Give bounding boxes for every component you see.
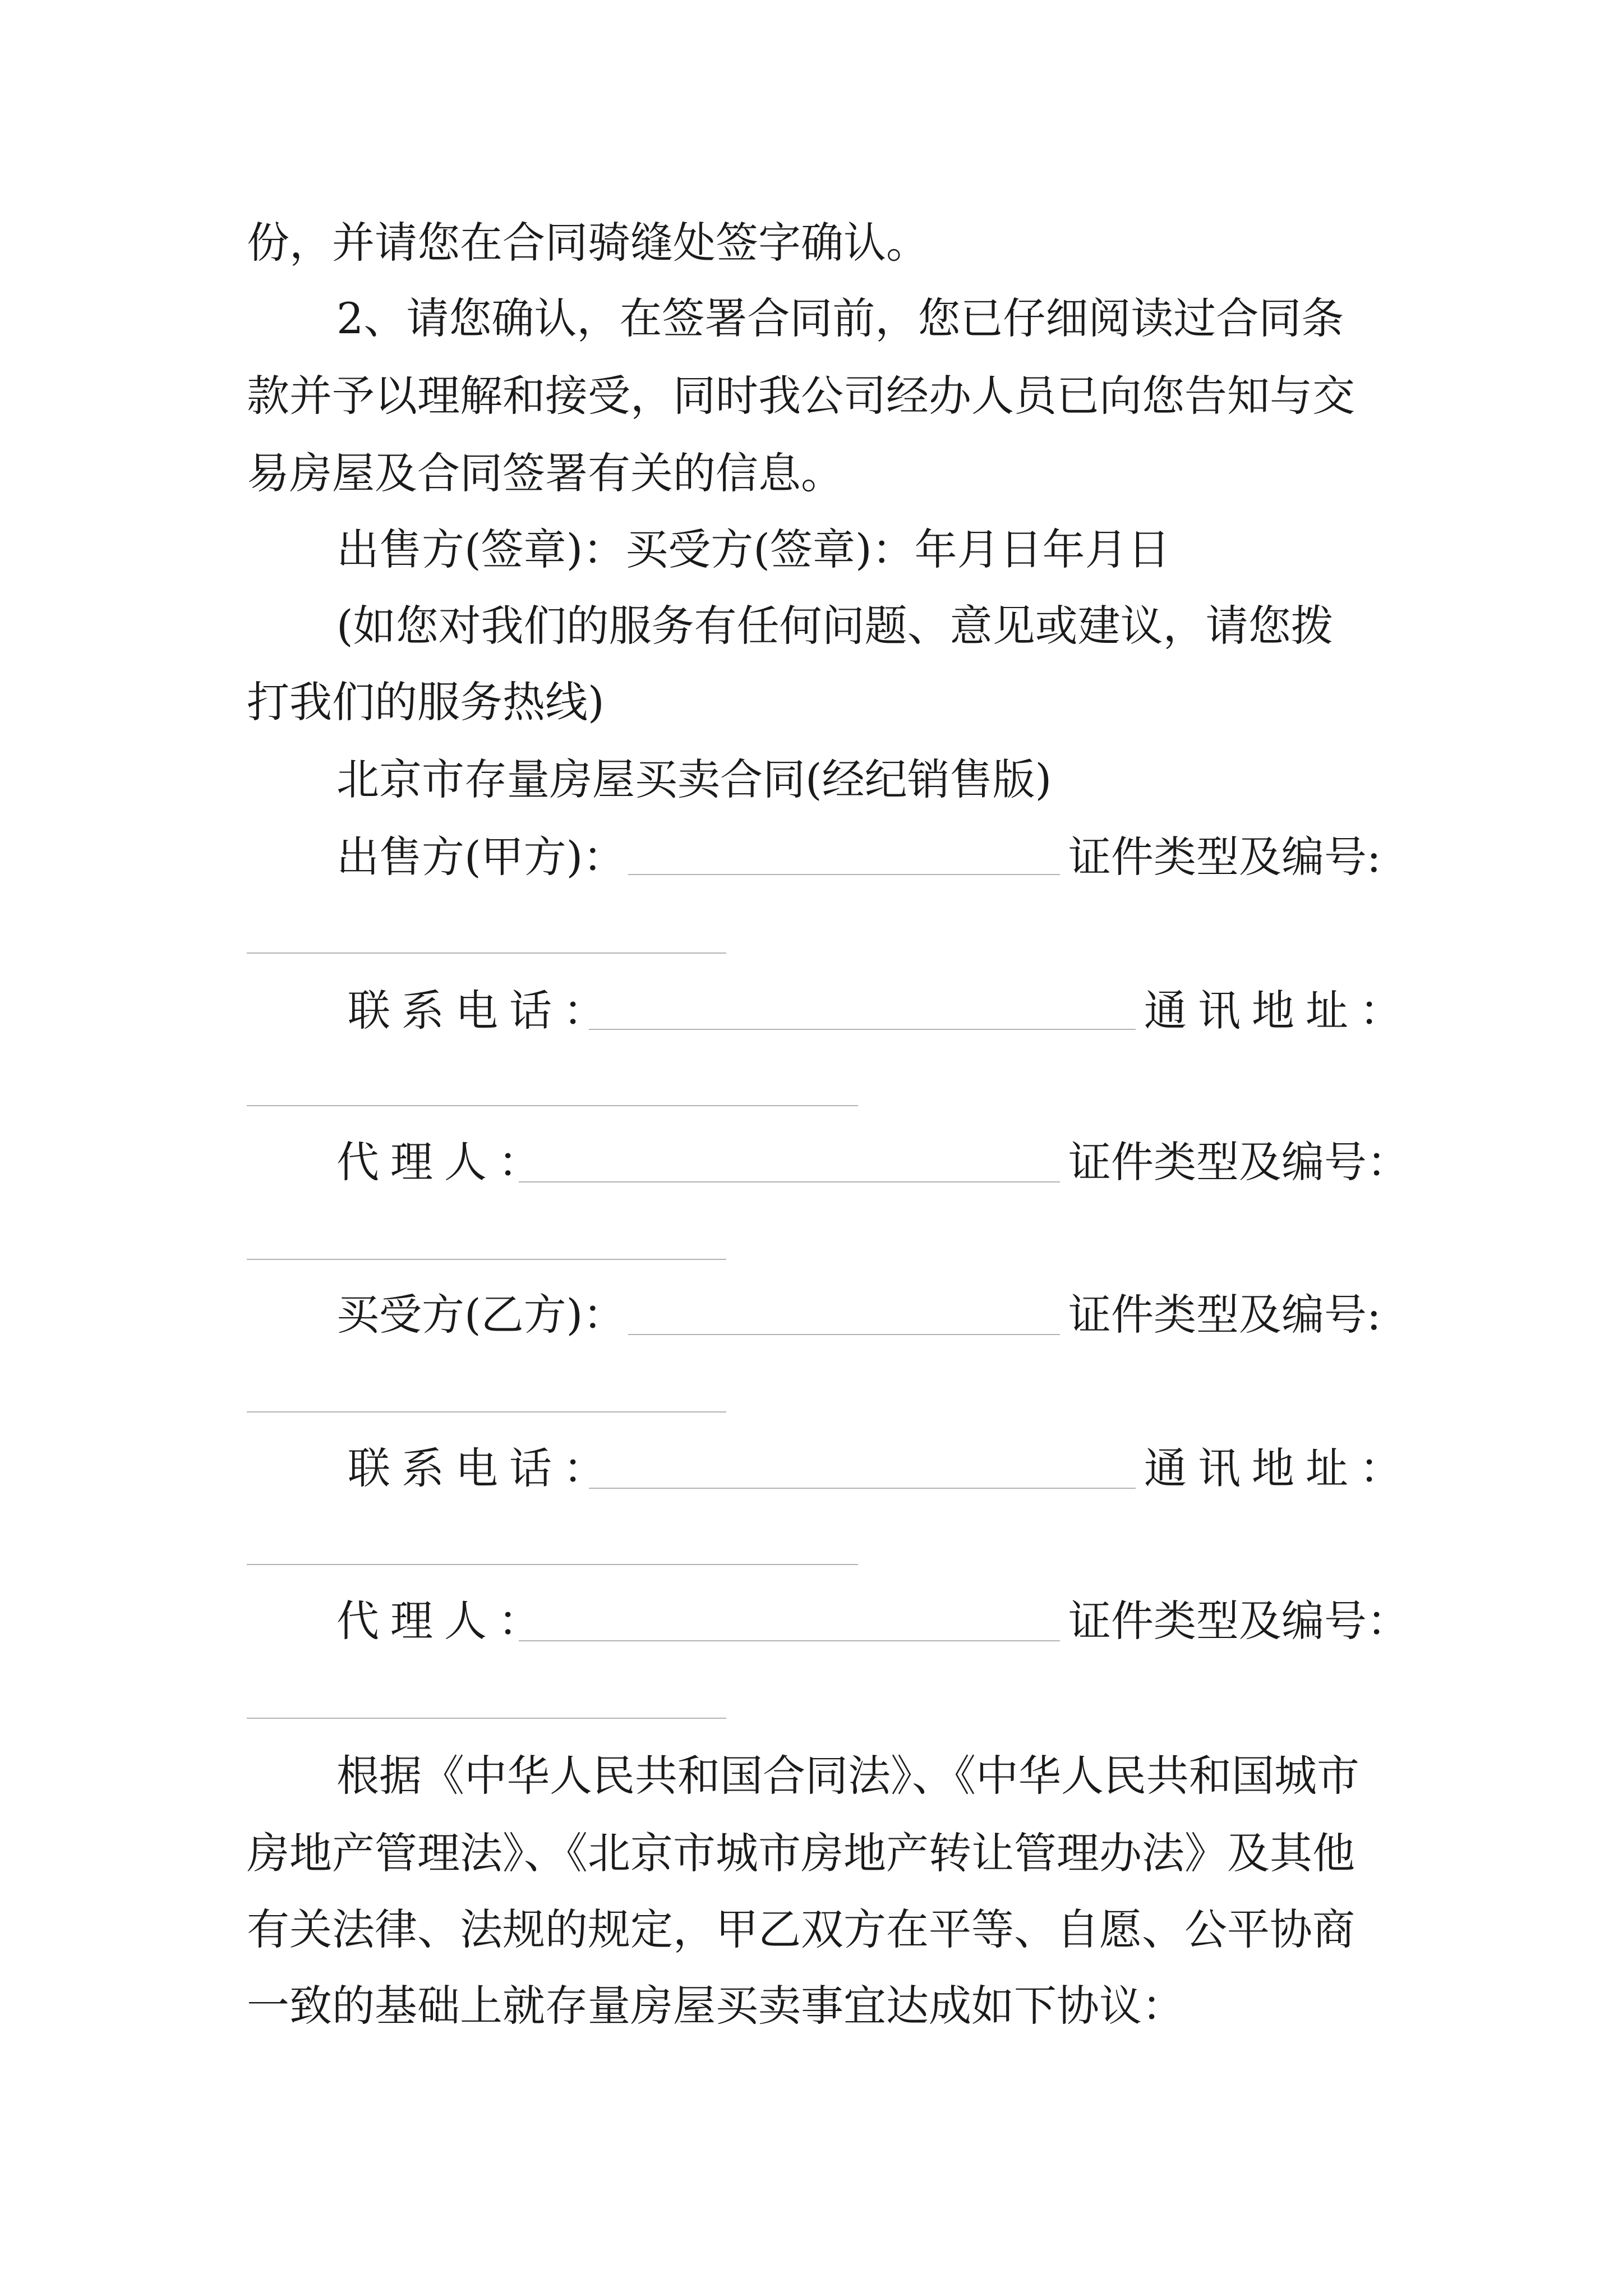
buyer-address-blank[interactable] [247, 1564, 858, 1565]
text-line: 款并予以理解和接受，同时我公司经办人员已向您告知与交 [247, 371, 1355, 421]
text-line: 根据《中华人民共和国合同法》、《中华人民共和国城市 [336, 1751, 1359, 1801]
id-type-label: 证件类型及编号： [1068, 1596, 1409, 1646]
seller-agent-id-blank[interactable] [247, 1259, 726, 1260]
text-line: 一致的基础上就存量房屋买卖事宜达成如下协议： [247, 1981, 1184, 2031]
text-line: 打我们的服务热线) [247, 677, 605, 727]
text-line: 房地产管理法》、《北京市城市房地产转让管理办法》及其他 [247, 1828, 1355, 1878]
phone-label: 联系电话： [348, 986, 617, 1036]
text-line: 份，并请您在合同骑缝处签字确认。 [247, 218, 929, 268]
id-type-label: 证件类型及编号: [1068, 1290, 1381, 1340]
text-line: 有关法律、法规的规定，甲乙双方在平等、自愿、公平协商 [247, 1904, 1355, 1954]
agent-label: 代理人： [336, 1137, 552, 1187]
buyer-name-blank[interactable] [628, 1334, 1060, 1335]
phone-label: 联系电话： [348, 1443, 617, 1493]
seller-name-blank[interactable] [628, 874, 1060, 875]
text-line: (如您对我们的服务有任何问题、意见或建议，请您拨 [336, 601, 1334, 651]
text-line: 2、请您确认，在签署合同前，您已仔细阅读过合同条 [336, 293, 1344, 343]
address-label: 通讯地址： [1144, 986, 1413, 1036]
seller-id-blank[interactable] [247, 953, 726, 954]
buyer-agent-blank[interactable] [519, 1640, 1060, 1641]
buyer-label: 买受方(乙方)： [336, 1290, 626, 1340]
buyer-id-blank[interactable] [247, 1411, 726, 1412]
seller-label: 出售方(甲方)： [336, 832, 626, 882]
id-type-label: 证件类型及编号: [1068, 832, 1381, 882]
address-label: 通讯地址： [1144, 1443, 1413, 1493]
seller-address-blank[interactable] [247, 1105, 858, 1106]
signature-line: 出售方(签章)：买受方(签章)：年月日年月日 [336, 524, 1170, 574]
agent-label: 代理人： [336, 1596, 552, 1646]
seller-agent-blank[interactable] [519, 1181, 1060, 1182]
contract-title: 北京市存量房屋买卖合同(经纪销售版) [336, 754, 1052, 804]
id-type-label: 证件类型及编号： [1068, 1137, 1409, 1187]
buyer-agent-id-blank[interactable] [247, 1718, 726, 1719]
text-line: 易房屋及合同签署有关的信息。 [247, 448, 843, 498]
seller-phone-blank[interactable] [589, 1029, 1136, 1030]
buyer-phone-blank[interactable] [589, 1488, 1136, 1489]
